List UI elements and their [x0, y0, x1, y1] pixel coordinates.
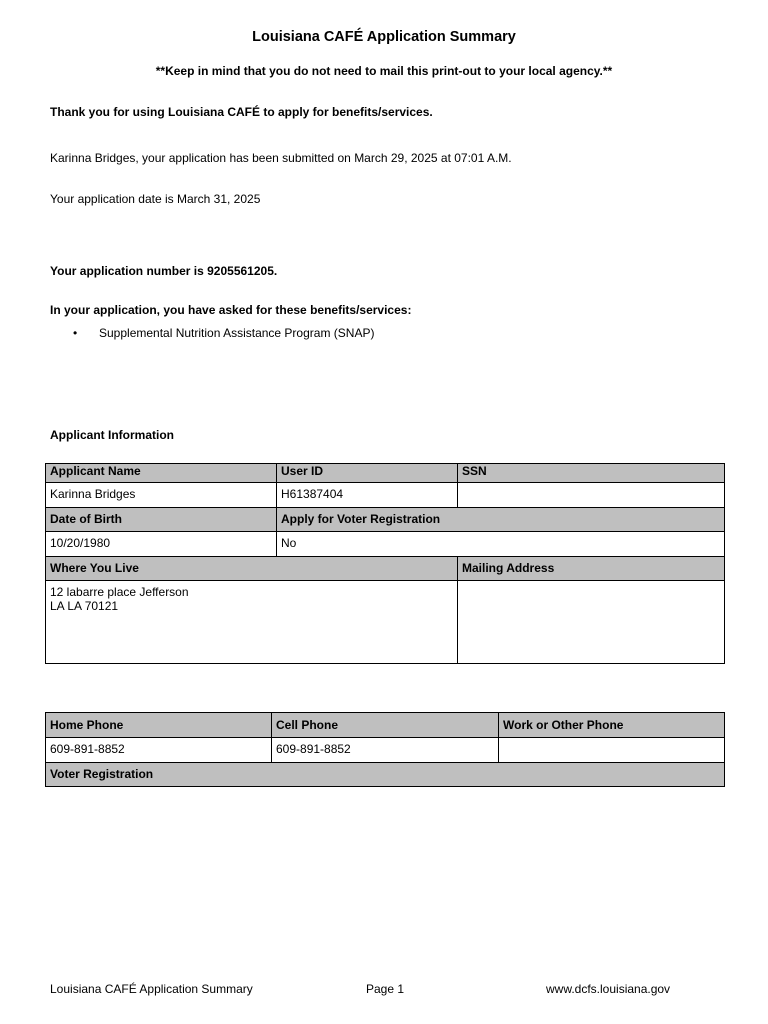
table-row — [46, 483, 725, 508]
where-you-live-label: Where You Live — [46, 557, 458, 581]
benefit-label: Supplemental Nutrition Assistance Program (SNAP) — [99, 326, 375, 340]
work-phone-value — [499, 738, 725, 763]
table-row — [46, 763, 725, 787]
benefits-heading: In your application, you have asked for these benefits/services: — [50, 303, 412, 317]
application-date-text: Your application date is March 31, 2025 — [50, 192, 261, 206]
applicant-info-table — [45, 463, 725, 664]
table-row — [46, 508, 725, 532]
date-of-birth-value: 10/20/1980 — [46, 532, 277, 557]
table-row — [46, 581, 725, 664]
page-title: Louisiana CAFÉ Application Summary — [252, 29, 516, 45]
bullet-icon: • — [73, 326, 78, 340]
cell-phone-label: Cell Phone — [272, 713, 499, 738]
home-phone-label: Home Phone — [46, 713, 272, 738]
voter-registration-apply-label: Apply for Voter Registration — [277, 508, 725, 532]
table-row — [46, 532, 725, 557]
applicant-name-label: Applicant Name — [46, 464, 277, 483]
phone-table — [45, 712, 725, 787]
footer-page-number: Page 1 — [366, 982, 405, 996]
benefit-item — [50, 326, 374, 341]
ssn-label: SSN — [458, 464, 725, 483]
where-you-live-value: 12 labarre place Jefferson LA LA 70121 — [46, 581, 458, 664]
applicant-info-heading: Applicant Information — [50, 428, 174, 442]
table-row — [46, 464, 725, 483]
user-id-value: H61387404 — [277, 483, 458, 508]
thank-you-text: Thank you for using Louisiana CAFÉ to apply for benefits/services. — [50, 105, 433, 119]
application-number-text: Your application number is 9205561205. — [50, 264, 278, 278]
voter-registration-apply-value: No — [277, 532, 725, 557]
date-of-birth-label: Date of Birth — [46, 508, 277, 532]
mailing-address-value — [458, 581, 725, 664]
work-phone-label: Work or Other Phone — [499, 713, 725, 738]
footer-website: www.dcfs.louisiana.gov — [546, 982, 671, 996]
voter-registration-label: Voter Registration — [46, 763, 725, 787]
table-row — [46, 738, 725, 763]
home-phone-value: 609-891-8852 — [46, 738, 272, 763]
mail-notice: **Keep in mind that you do not need to mail this print-out to your local agency.** — [155, 64, 613, 78]
submission-text: Karinna Bridges, your application has been submitted on March 29, 2025 at 07:01 A.M. — [50, 151, 512, 165]
footer-title: Louisiana CAFÉ Application Summary — [50, 982, 253, 996]
user-id-label: User ID — [277, 464, 458, 483]
table-row — [46, 557, 725, 581]
benefits-list — [50, 326, 374, 341]
applicant-name-value: Karinna Bridges — [46, 483, 277, 508]
table-row — [46, 713, 725, 738]
ssn-value — [458, 483, 725, 508]
mailing-address-label: Mailing Address — [458, 557, 725, 581]
cell-phone-value: 609-891-8852 — [272, 738, 499, 763]
